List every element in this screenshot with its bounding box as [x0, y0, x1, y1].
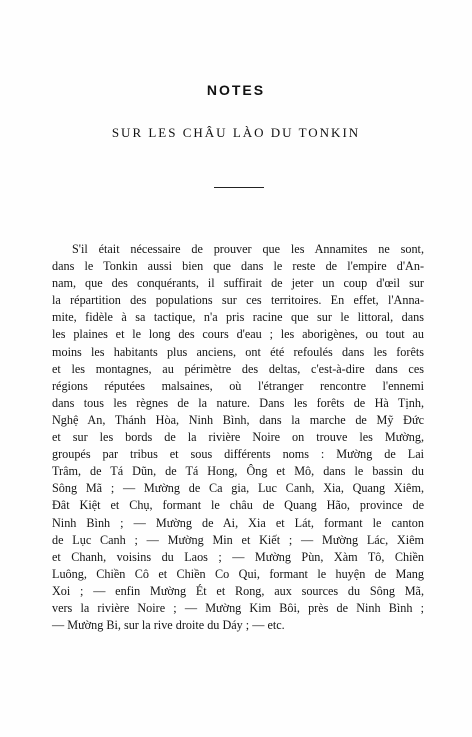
text-line: moins les habitants plus anciens, ont été refoulés dans les forêts [52, 344, 424, 359]
page-title: NOTES [206, 82, 266, 98]
text-line: de Lục Canh ; — Mường Min et Kiết ; — Mường Lác, Xiêm [52, 532, 424, 547]
text-line: Luông, Chiền Cô et Chiền Co Qui, formant le huyện de Mang [52, 566, 424, 581]
text-line: les plaines et le long des cours d'eau ; les aborigènes, ou tout au [52, 327, 424, 342]
text-line: la répartition des populations sur ces territoires. En effet, l'Anna- [52, 293, 424, 308]
text-line: Nghệ An, Thánh Hòa, Ninh Bình, dans la marche de Mỹ Đức [52, 412, 424, 427]
text-line: Trâm, de Tá Dũn, de Tá Hong, Ông et Mô, dans le bassin du [52, 464, 424, 479]
text-line: et Chanh, voisins du Laos ; — Mường Pùn, Xàm Tô, Chiền [52, 549, 424, 564]
text-line: mite, fidèle à sa tactique, n'a pris racine que sur le littoral, dans [52, 310, 424, 325]
text-line: dans le Tonkin aussi bien que dans le reste de l'empire d'An- [52, 259, 424, 274]
divider-rule [214, 187, 264, 188]
page-subtitle: SUR LES CHÂU LÀO DU TONKIN [111, 125, 361, 140]
text-line: Xoi ; — enfin Mường Ét et Rong, aux sources du Sông Mã, [52, 583, 424, 598]
text-line: nam, que des conquérants, il suffirait de jeter un coup d'œil sur [52, 276, 424, 291]
text-line: et les montagnes, au périmètre des deltas, c'est-à-dire dans ces [52, 361, 424, 376]
text-line: et sur les bords de la rivière Noire on trouve les Mường, [52, 430, 424, 445]
text-line: vers la rivière Noire ; — Mường Kim Bôi, près de Ninh Bình ; [52, 600, 424, 615]
body-paragraph [52, 241, 424, 634]
text-line: groupés par tribus et sous différents noms : Mường de Lai [52, 447, 424, 462]
text-line: Sông Mã ; — Mường de Ca gia, Luc Canh, Xia, Quang Xiêm, [52, 481, 424, 496]
text-line: régions réputées malsaines, où l'étranger rencontre l'ennemi [52, 378, 424, 393]
text-line: Ðât Kiệt et Chụ, formant le châu de Quang Hão, province de [52, 498, 424, 513]
text-line: Ninh Bình ; — Mường de Ai, Xia et Lát, formant le canton [52, 515, 424, 530]
text-line: dans tous les règnes de la nature. Dans les forêts de Hà Tịnh, [52, 395, 424, 410]
text-line: S'il était nécessaire de prouver que les Annamites ne sont, [72, 242, 424, 256]
text-line: — Mường Bi, sur la rive droite du Dáy ; — etc. [52, 618, 285, 633]
